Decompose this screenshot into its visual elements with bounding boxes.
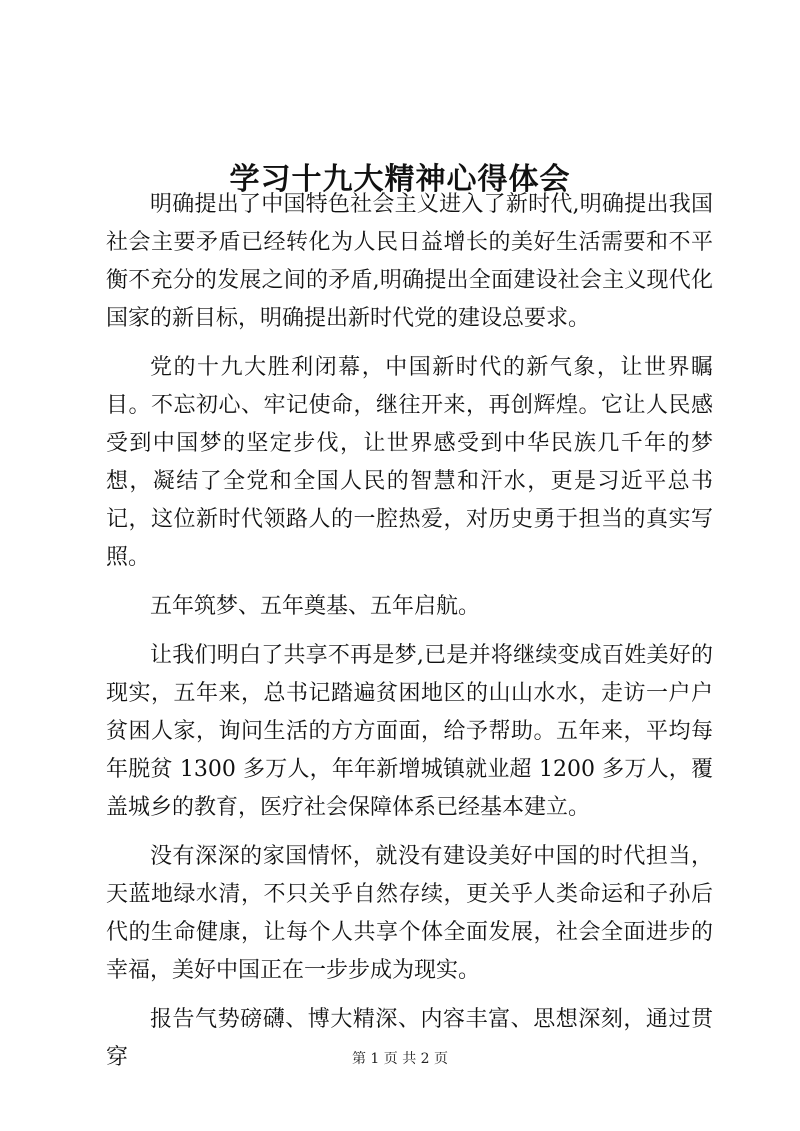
paragraph-3: 五年筑梦、五年奠基、五年启航。 xyxy=(150,594,481,619)
paragraph-4: 让我们明白了共享不再是梦,已是并将继续变成百姓美好的现实，五年来，总书记踏遍贫困地区的山山水水，走访一户户贫困人家，询问生活的方方面面，给予帮助。五年来，平均每年脱贫 1300 多万人，年年新增城镇就业超 1200 多万人，覆盖城乡的教育，医疗社会保障体系已经基本建立。 xyxy=(106,643,713,820)
paragraph-6: 报告气势磅礴、博大精深、内容丰富、思想深刻，通过贯穿 xyxy=(106,1007,713,1070)
page-footer: 第 1 页 共 2 页 xyxy=(351,1051,449,1067)
page-title: 学习十九大精神心得体会 xyxy=(229,162,571,198)
paragraph-1: 明确提出了中国特色社会主义进入了新时代,明确提出我国社会主要矛盾已经转化为人民日益增长的美好生活需要和不平衡不充分的发展之间的矛盾,明确提出全面建设社会主义现代化国家的新目标，明确提出新时代党的建设总要求。 xyxy=(106,192,713,331)
document-body xyxy=(106,186,713,1088)
paragraph-5: 没有深深的家国情怀，就没有建设美好中国的时代担当，天蓝地绿水清，不只关乎自然存续，更关乎人类命运和子孙后代的生命健康，让每个人共享个体全面发展，社会全面进步的幸福，美好中国正在一步步成为现实。 xyxy=(106,844,713,983)
paragraph-2: 党的十九大胜利闭幕，中国新时代的新气象，让世界瞩目。不忘初心、牢记使命，继往开来，再创辉煌。它让人民感受到中国梦的坚定步伐，让世界感受到中华民族几千年的梦想，凝结了全党和全国人民的智慧和汗水，更是习近平总书记，这位新时代领路人的一腔热爱，对历史勇于担当的真实写照。 xyxy=(106,355,713,570)
